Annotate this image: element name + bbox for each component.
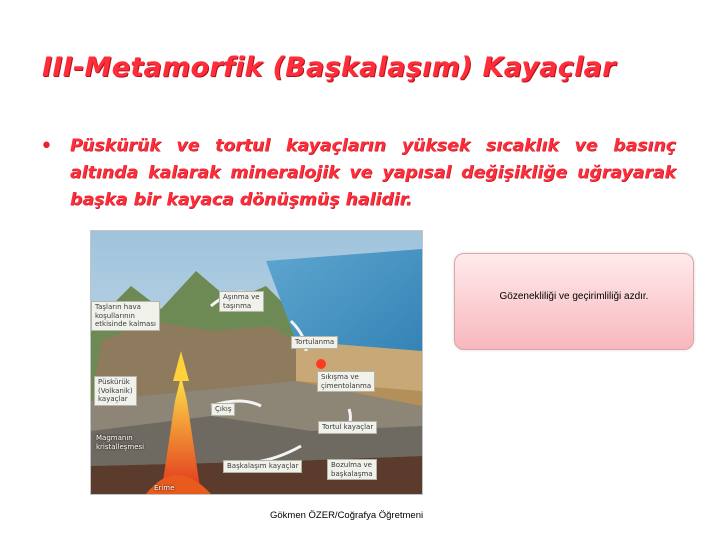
diagram-label-igneous: Püskürük (Volkanik) kayaçlar bbox=[94, 376, 137, 406]
callout-box bbox=[454, 253, 694, 350]
bullet-point bbox=[40, 133, 676, 214]
diagram-label-uplift: Çıkış bbox=[211, 403, 235, 416]
bullet-marker: • bbox=[40, 134, 53, 159]
diagram-label-magma: Magmanın kristalleşmesi bbox=[96, 434, 145, 451]
diagram-label-compaction: Sıkışma ve çimentolanma bbox=[317, 371, 375, 392]
footer-author: Gökmen ÖZER/Coğrafya Öğretmeni bbox=[270, 510, 424, 521]
diagram-label-melting: Erime bbox=[154, 484, 175, 492]
diagram-label-sedimentary: Tortul kayaçlar bbox=[318, 421, 377, 434]
diagram-label-weathering: Aşınma ve taşınma bbox=[219, 291, 264, 312]
diagram-label-surface-rocks: Taşların hava koşullarının etkisinde kalması bbox=[91, 301, 160, 331]
diagram-label-deformation: Bozulma ve başkalaşma bbox=[327, 459, 377, 480]
rock-cycle-illustration bbox=[91, 231, 422, 494]
rock-cycle-diagram bbox=[90, 230, 423, 495]
bullet-text: Püskürük ve tortul kayaçların yüksek sıcaklık ve basınç altında kalarak mineralojik ve yapısal değişikliğe uğrayarak başka bir kayaca dönüşmüş halidir. bbox=[70, 136, 676, 210]
slide-title: III-Metamorfik (Başkalaşım) Kayaçlar bbox=[42, 52, 616, 83]
diagram-label-metamorphic: Başkalaşım kayaçlar bbox=[223, 460, 302, 473]
diagram-label-sedimentation: Tortulanma bbox=[291, 336, 338, 349]
callout-text: Gözenekliliği ve geçirimliliği azdır. bbox=[499, 291, 649, 302]
